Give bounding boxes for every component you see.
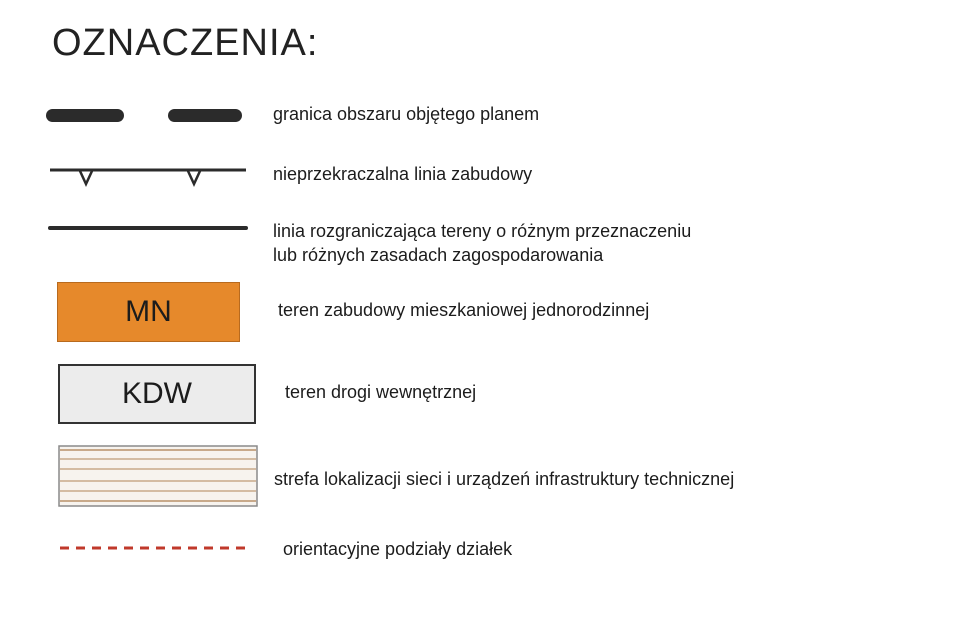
plan-boundary-symbol	[44, 104, 244, 128]
mn-zone-label: teren zabudowy mieszkaniowej jednorodzinnej	[278, 300, 650, 320]
plot-division-label: orientacyjne podziały działek	[283, 539, 513, 559]
kdw-zone-code: KDW	[122, 377, 192, 410]
demarcation-line-label: linia rozgraniczająca tereny o różnym przeznaczeniu lub różnych zasadach zagospodarowania	[273, 221, 692, 265]
infrastructure-zone-swatch	[58, 445, 258, 507]
plot-division-symbol	[58, 543, 250, 553]
mn-zone-swatch	[57, 282, 240, 342]
mn-zone-code: MN	[125, 295, 172, 328]
kdw-zone-swatch	[58, 364, 256, 424]
demarcation-line-symbol	[48, 222, 248, 234]
plan-boundary-label: granica obszaru objętego planem	[273, 104, 540, 124]
building-line-label: nieprzekraczalna linia zabudowy	[273, 164, 533, 184]
building-line-symbol	[48, 162, 248, 192]
infrastructure-zone-label: strefa lokalizacji sieci i urządzeń infrastruktury technicznej	[274, 469, 735, 489]
legend-title: OZNACZENIA:	[52, 22, 319, 64]
kdw-zone-label: teren drogi wewnętrznej	[285, 382, 477, 402]
